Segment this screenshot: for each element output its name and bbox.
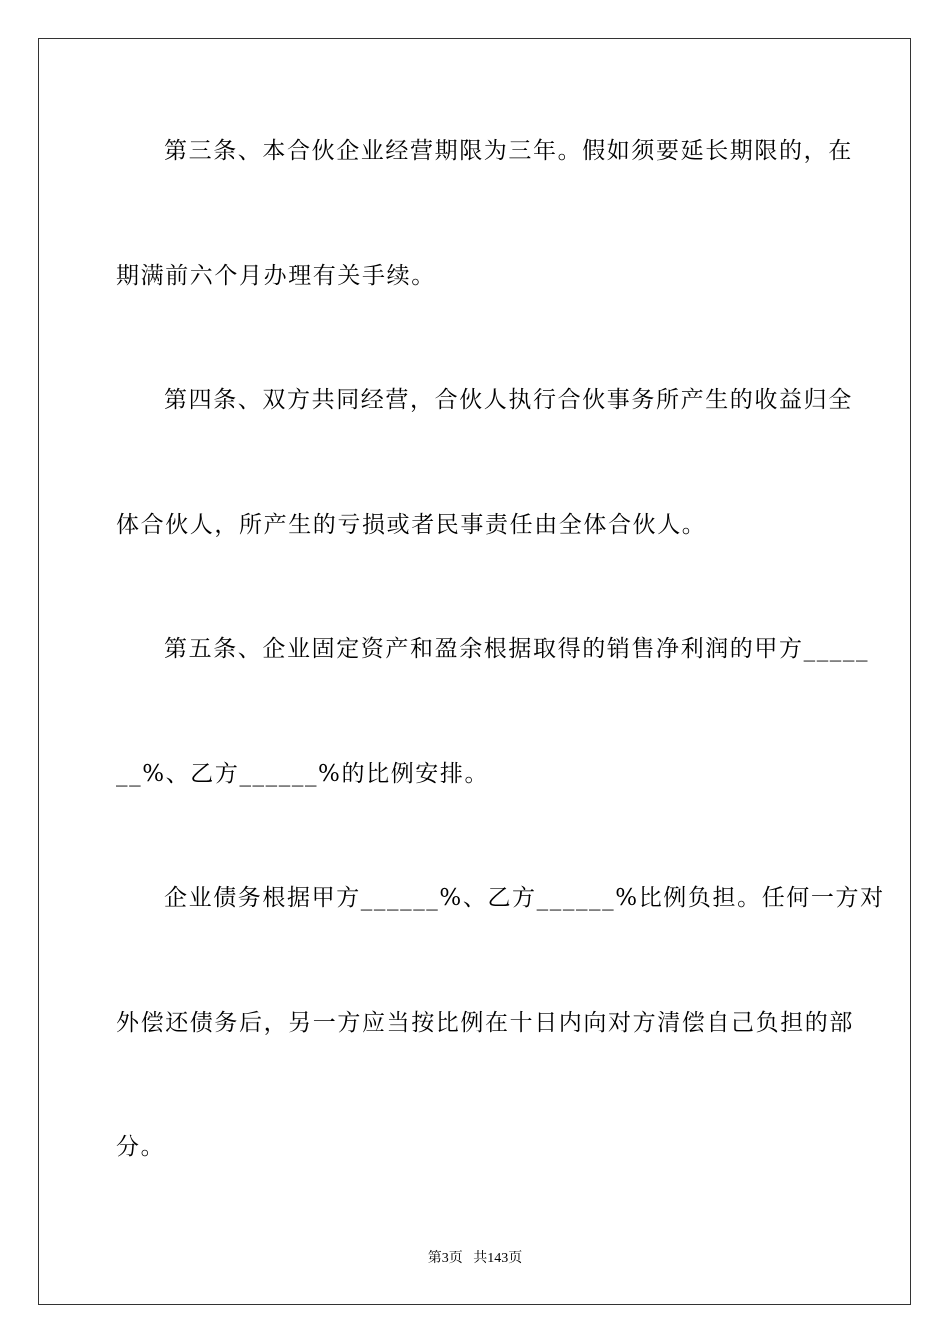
paragraph-line: 企业债务根据甲方______%、乙方______%比例负担。任何一方对: [164, 885, 885, 911]
paragraph-line: 第三条、本合伙企业经营期限为三年。假如须要延长期限的，在: [164, 138, 853, 164]
paragraph-line: 分。: [116, 1134, 166, 1160]
total-pages: 共143页: [473, 1251, 523, 1266]
page-number: 第3页: [427, 1251, 463, 1266]
page-frame: [38, 38, 911, 1305]
paragraph-line: 期满前六个月办理有关手续。: [116, 263, 436, 289]
page-footer: [0, 1247, 950, 1267]
paragraph-line: 体合伙人，所产生的亏损或者民事责任由全体合伙人。: [116, 512, 707, 538]
paragraph-line: 第五条、企业固定资产和盈余根据取得的销售净利润的甲方_____: [164, 636, 870, 662]
paragraph-line: 第四条、双方共同经营，合伙人执行合伙事务所产生的收益归全: [164, 387, 853, 413]
paragraph-line: 外偿还债务后，另一方应当按比例在十日内向对方清偿自己负担的部: [116, 1010, 854, 1036]
paragraph-line: __%、乙方______%的比例安排。: [116, 761, 490, 787]
